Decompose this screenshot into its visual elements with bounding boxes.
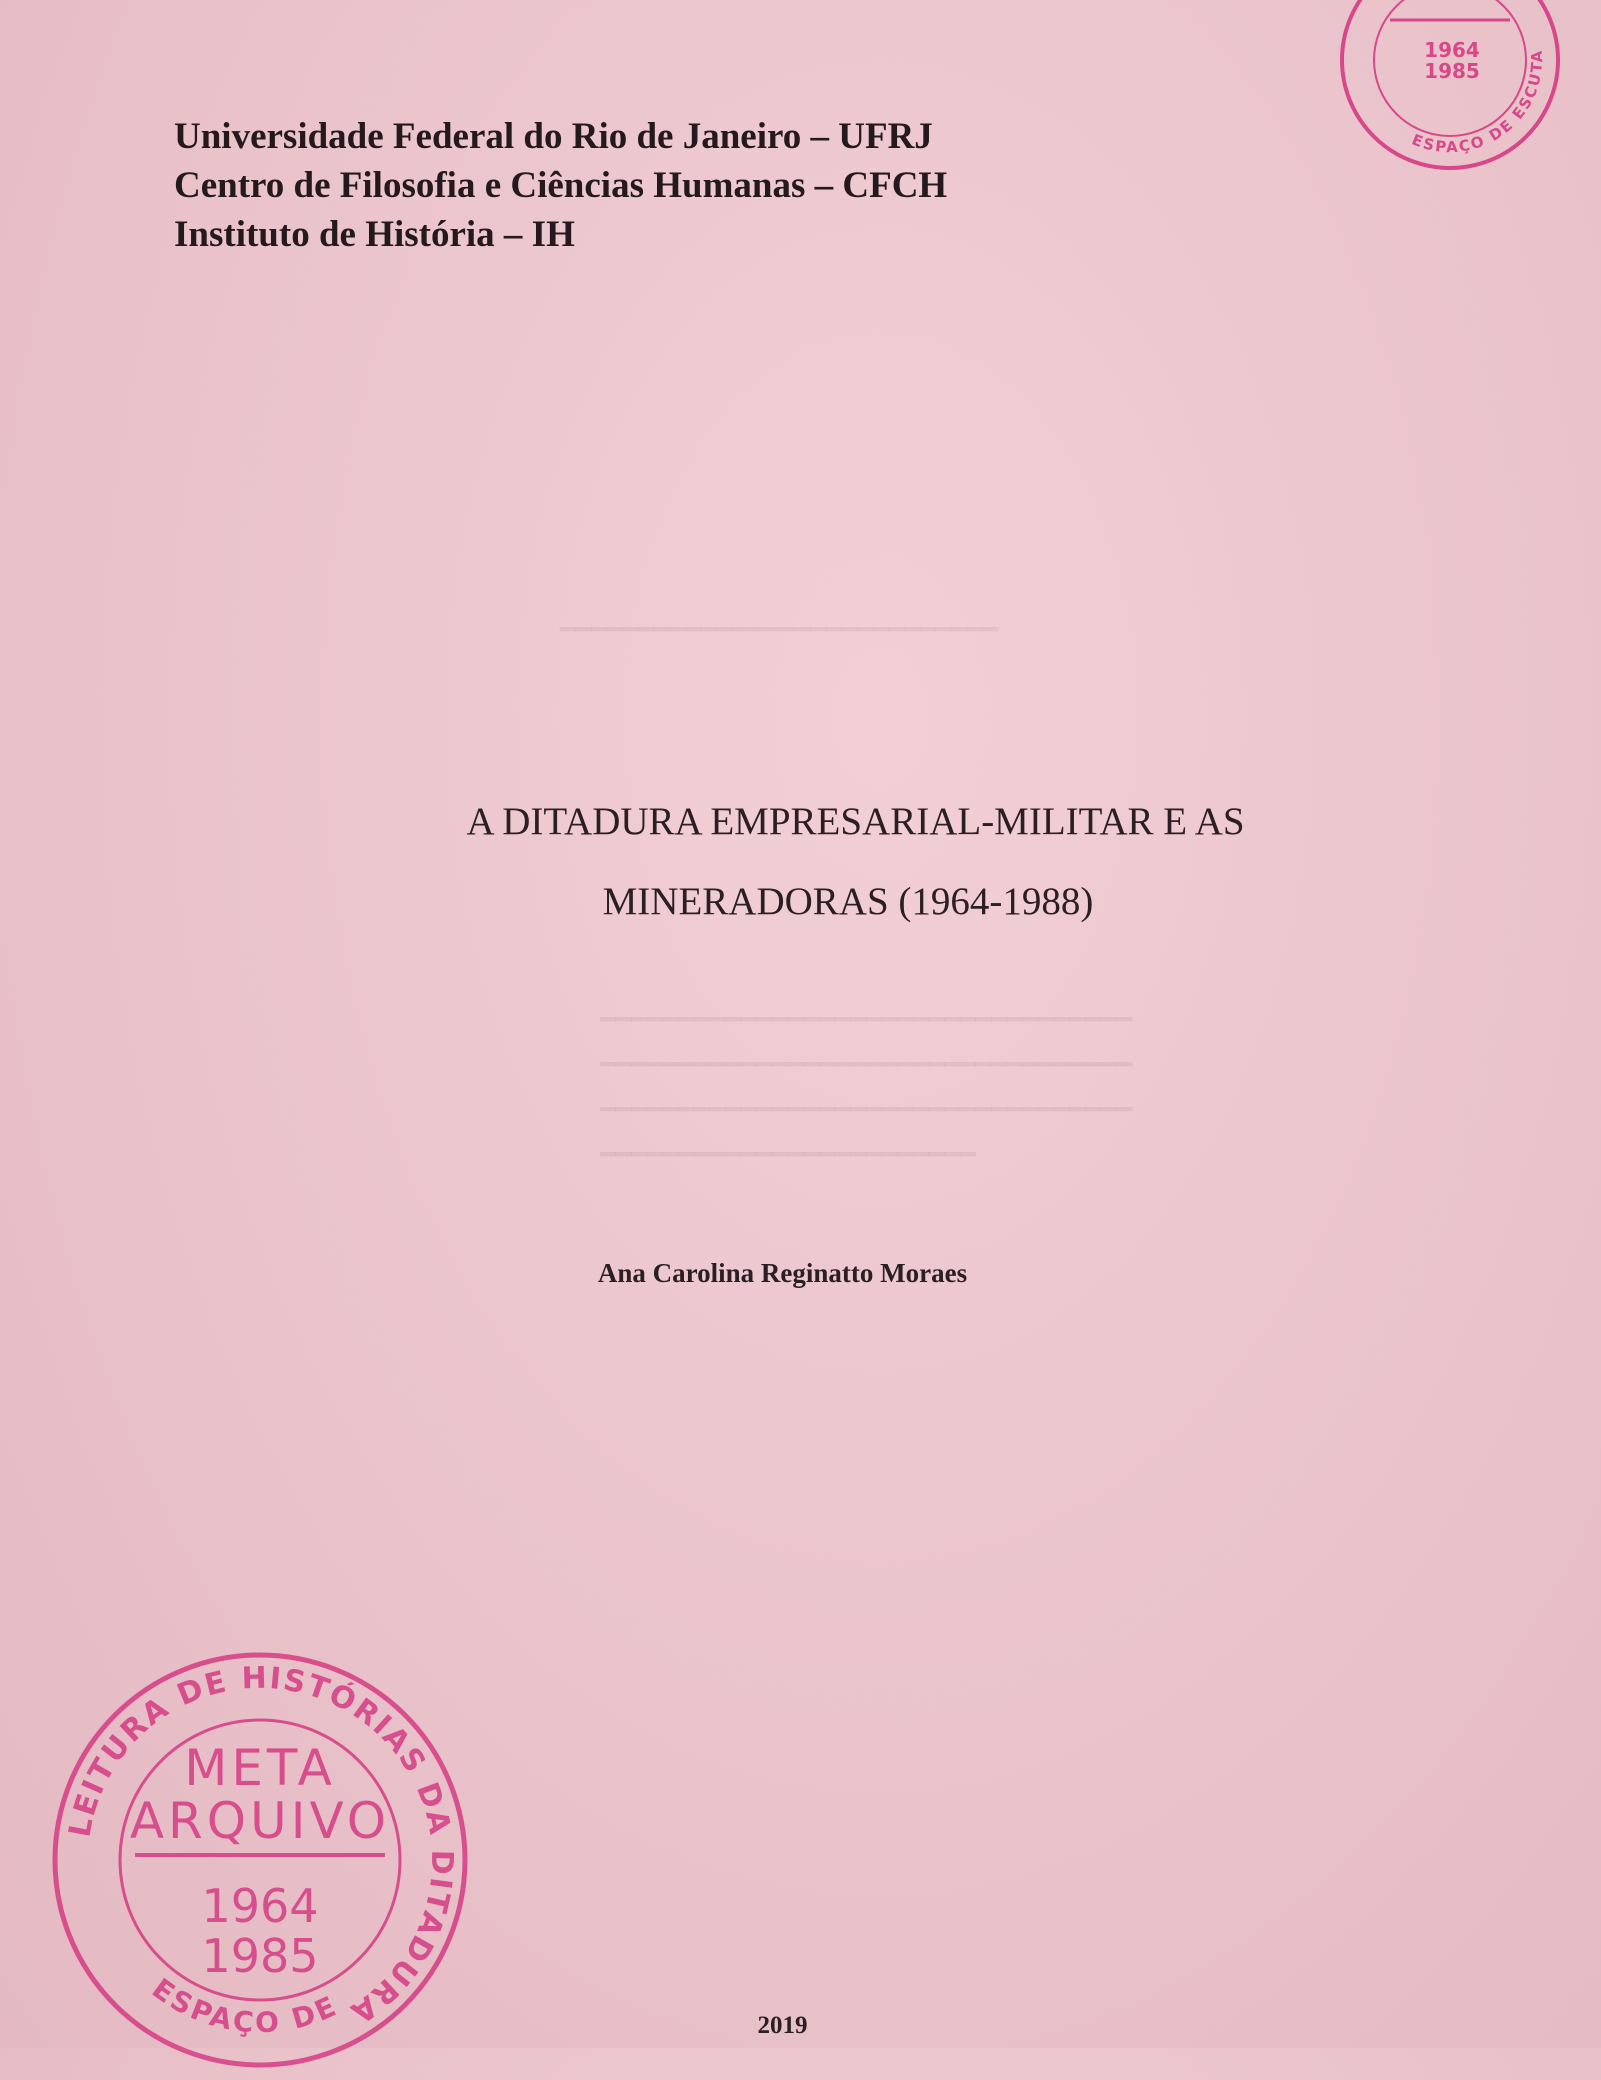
- publication-year: [0, 2012, 1601, 2040]
- stamp-top-year-2: 1985: [1424, 59, 1480, 83]
- stamp-bottom-year-1: 1964: [201, 1879, 319, 1933]
- author-name: [0, 1258, 1601, 1289]
- show-through-text: ━━━━━━━━━━━━━━━━━━━━━━━━━━━━━━━━━━: [600, 1095, 1133, 1124]
- title-line-1: A DITADURA EMPRESARIAL-MILITAR E AS: [466, 800, 1245, 843]
- stamp-bottom-ring-text: LEITURA DE HISTÓRIAS DA DITADURA: [62, 1660, 460, 2031]
- archive-stamp-top-right: [1330, 0, 1570, 180]
- show-through-text: ━━━━━━━━━━━━━━━━━━━━━━━━━━━━: [560, 615, 999, 644]
- thesis-title: [0, 782, 1601, 942]
- show-through-text: ━━━━━━━━━━━━━━━━━━━━━━━━━━━━━━━━━━: [600, 1005, 1133, 1034]
- stamp-bottom-year-2: 1985: [201, 1929, 319, 1983]
- title-line-2: MINERADORAS (1964-1988): [602, 880, 1094, 923]
- show-through-text: ━━━━━━━━━━━━━━━━━━━━━━━━: [600, 1140, 976, 1169]
- stamp-top-ring-text: ESPAÇO DE ESCUTA: [1409, 48, 1547, 157]
- year-text: 2019: [757, 2012, 808, 2039]
- institute-name: Instituto de História – IH: [174, 214, 575, 255]
- university-name: Universidade Federal do Rio de Janeiro – UFRJ: [174, 116, 933, 157]
- institution-header: [174, 112, 947, 259]
- stamp-bottom-center-1: META: [184, 1739, 336, 1797]
- center-name: Centro de Filosofia e Ciências Humanas – CFCH: [174, 165, 948, 206]
- stamp-bottom-low-ring-text: ESPAÇO DE: [146, 1971, 344, 2040]
- stamp-top-year-1: 1964: [1424, 38, 1480, 62]
- show-through-text: ━━━━━━━━━━━━━━━━━━━━━━━━━━━━━━━━━━: [600, 1050, 1133, 1079]
- stamp-bottom-center-2: ARQUIVO: [129, 1792, 391, 1850]
- author-text: Ana Carolina Reginatto Moraes: [597, 1258, 968, 1288]
